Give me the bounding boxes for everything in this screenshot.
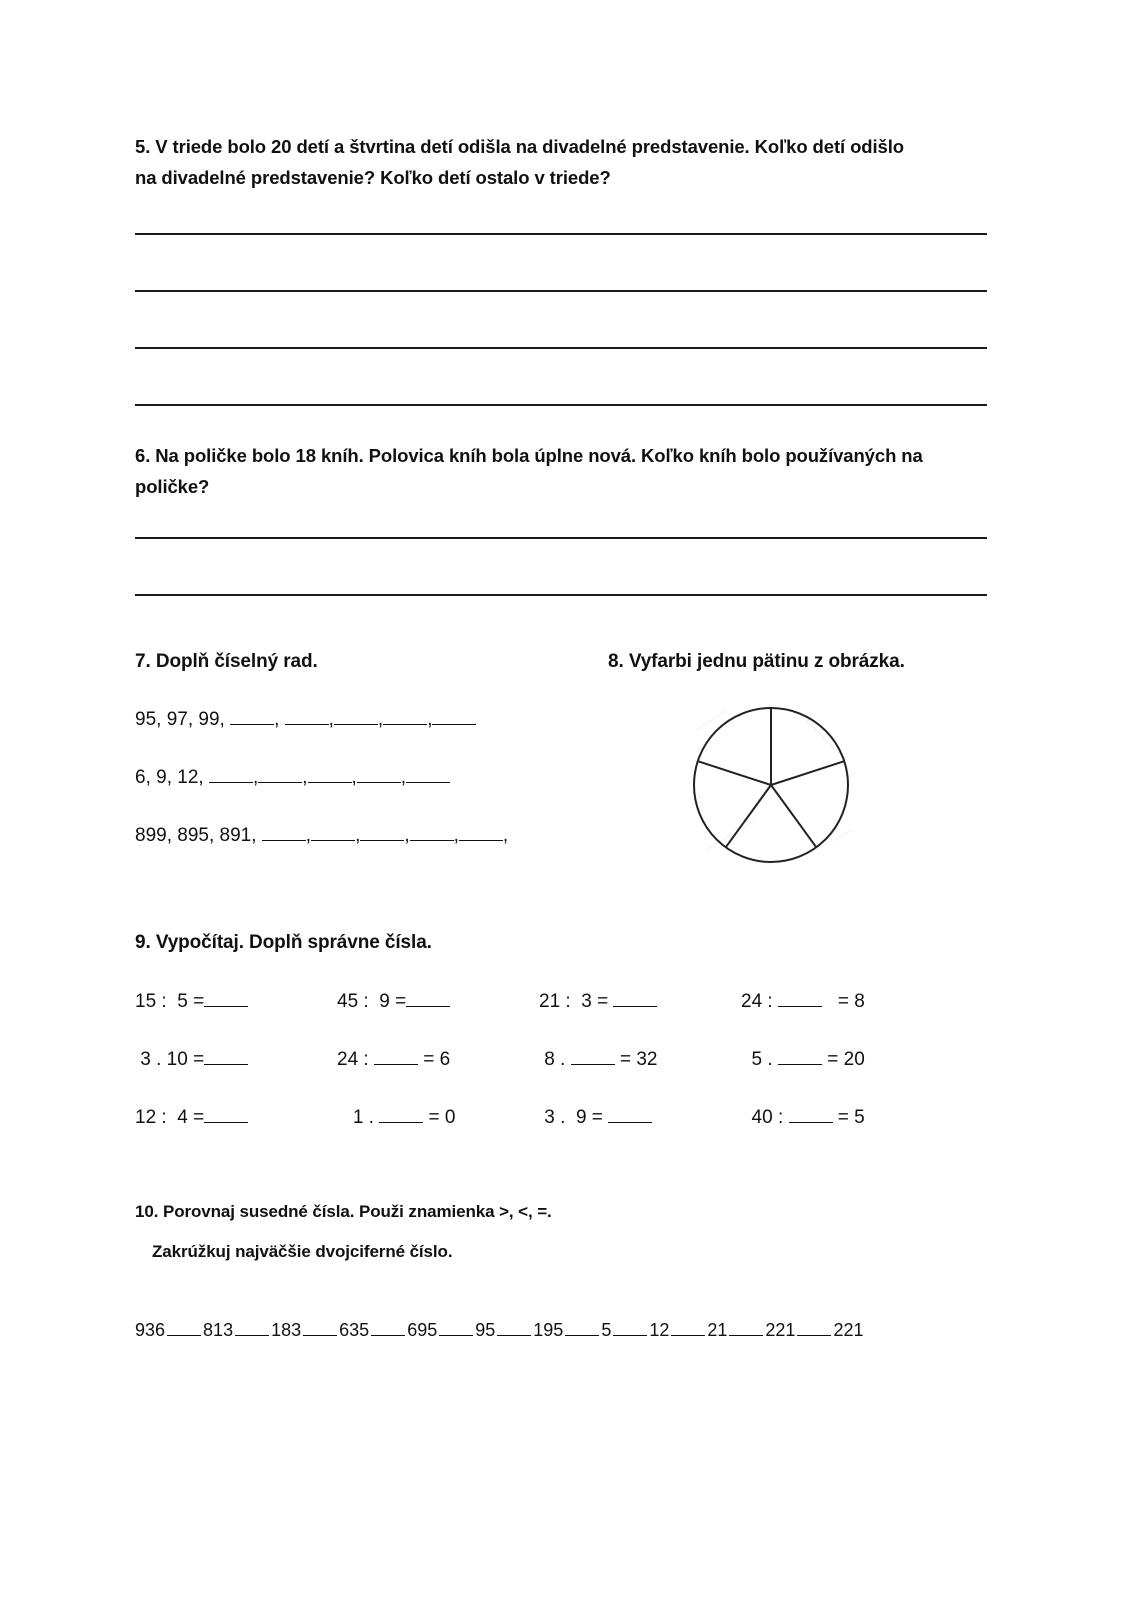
q8-circle-figure xyxy=(686,700,856,870)
q7-blank[interactable] xyxy=(285,706,329,725)
q6-title-line1: 6. Na poličke bolo 18 kníh. Polovica kníh bola úplne nová. Koľko kníh bolo používaných na xyxy=(135,445,923,466)
q10-comparison-blank[interactable] xyxy=(565,1319,599,1336)
q9-equation-right: = 8 xyxy=(821,991,865,1012)
q9-equation xyxy=(135,1104,248,1130)
q10-subtitle: Zakrúžkuj najväčšie dvojciferné číslo. xyxy=(152,1242,453,1261)
q9-answer-blank[interactable] xyxy=(204,1046,248,1065)
q5-title-line1: 5. V triede bolo 20 detí a štvrtina detí odišla na divadelné predstavenie. Koľko detí odišlo xyxy=(135,136,904,157)
q9-answer-blank[interactable] xyxy=(613,988,657,1007)
q10-number[interactable]: 95 xyxy=(475,1320,496,1340)
q9-equation xyxy=(539,988,657,1014)
q9-equation xyxy=(741,1046,865,1072)
q7-blank[interactable] xyxy=(357,764,401,783)
q9-equation-left: 21 : 3 = xyxy=(539,991,614,1012)
q10-comparison-blank[interactable] xyxy=(497,1319,531,1336)
q7-sequence-given: 95, 97, 99, xyxy=(135,709,231,730)
q7-blank[interactable] xyxy=(360,822,404,841)
q9-equation-left: 45 : 9 = xyxy=(337,991,407,1012)
q10-number[interactable]: 21 xyxy=(707,1320,728,1340)
q10-number[interactable]: 221 xyxy=(765,1320,796,1340)
q9-equation-left: 12 : 4 = xyxy=(135,1107,205,1128)
q9-answer-blank[interactable] xyxy=(374,1046,418,1065)
q9-title: 9. Vypočítaj. Doplň správne čísla. xyxy=(135,932,432,953)
q9-answer-blank[interactable] xyxy=(608,1104,652,1123)
q7-sequence-row: 899, 895, 891, , , , , , xyxy=(135,822,508,848)
q9-equation-right: = 6 xyxy=(417,1049,451,1070)
q8-circle-divider xyxy=(771,785,816,847)
q5-answer-line[interactable] xyxy=(135,290,987,292)
q9-equation-right: = 0 xyxy=(423,1107,456,1128)
q10-number[interactable]: 695 xyxy=(407,1320,438,1340)
q9-equation-left: 15 : 5 = xyxy=(135,991,205,1012)
q7-blank[interactable] xyxy=(311,822,355,841)
q9-equation-left: 5 . xyxy=(741,1049,778,1070)
q10-number[interactable]: 183 xyxy=(271,1320,302,1340)
q5-answer-line[interactable] xyxy=(135,347,987,349)
q5-answer-line[interactable] xyxy=(135,404,987,406)
q10-comparison-blank[interactable] xyxy=(303,1319,337,1336)
q8-title: 8. Vyfarbi jednu pätinu z obrázka. xyxy=(608,651,905,672)
q10-comparison-blank[interactable] xyxy=(613,1319,647,1336)
q8-fraction-circle xyxy=(686,700,856,870)
q9-equation-left: 8 . xyxy=(539,1049,571,1070)
q10-comparison-blank[interactable] xyxy=(439,1319,473,1336)
q10-title: 10. Porovnaj susedné čísla. Použi znamienka >, <, =. xyxy=(135,1202,552,1221)
q5-title xyxy=(135,131,995,193)
q7-sequence-given: 899, 895, 891, xyxy=(135,825,262,846)
q7-blank[interactable] xyxy=(459,822,503,841)
q10-comparison-blank[interactable] xyxy=(235,1319,269,1336)
q10-number[interactable]: 195 xyxy=(533,1320,564,1340)
q10-number[interactable]: 12 xyxy=(649,1320,670,1340)
q5-answer-line[interactable] xyxy=(135,233,987,235)
q7-blank[interactable] xyxy=(308,764,352,783)
q6-answer-line[interactable] xyxy=(135,537,987,539)
q6-title-line2: poličke? xyxy=(135,476,210,497)
q7-blank[interactable] xyxy=(406,764,450,783)
q9-equation-right: = 5 xyxy=(832,1107,865,1128)
q9-equation xyxy=(741,988,865,1014)
q9-equation xyxy=(337,1046,450,1072)
q9-answer-blank[interactable] xyxy=(379,1104,423,1123)
q10-comparison-blank[interactable] xyxy=(671,1319,705,1336)
q9-answer-blank[interactable] xyxy=(204,1104,248,1123)
q10-comparison-blank[interactable] xyxy=(729,1319,763,1336)
q9-equation-left: 40 : xyxy=(741,1107,789,1128)
q10-number[interactable]: 221 xyxy=(833,1320,864,1340)
q7-blank[interactable] xyxy=(383,706,427,725)
q8-circle-divider xyxy=(698,761,771,785)
q9-equation-left: 1 . xyxy=(337,1107,380,1128)
q10-number[interactable]: 635 xyxy=(339,1320,370,1340)
q9-equation-left: 3 . 10 = xyxy=(135,1049,205,1070)
q9-answer-blank[interactable] xyxy=(571,1046,615,1065)
q9-answer-blank[interactable] xyxy=(778,988,822,1007)
q9-equation xyxy=(337,988,450,1014)
q9-answer-blank[interactable] xyxy=(406,988,450,1007)
q6-answer-line[interactable] xyxy=(135,594,987,596)
q7-blank[interactable] xyxy=(410,822,454,841)
q7-sequence-row: 95, 97, 99, , , , , xyxy=(135,706,476,732)
q5-title-line2: na divadelné predstavenie? Koľko detí ostalo v triede? xyxy=(135,167,611,188)
q7-sequence-row: 6, 9, 12, , , , , xyxy=(135,764,450,790)
q7-title: 7. Doplň číselný rad. xyxy=(135,651,318,672)
q7-blank[interactable] xyxy=(432,706,476,725)
q7-blank[interactable] xyxy=(258,764,302,783)
q8-circle-divider xyxy=(726,785,771,847)
q7-blank[interactable] xyxy=(230,706,274,725)
q9-equation-left: 3 . 9 = xyxy=(539,1107,609,1128)
q10-comparison-blank[interactable] xyxy=(371,1319,405,1336)
q10-comparison-blank[interactable] xyxy=(797,1319,831,1336)
q9-equation-right: = 20 xyxy=(821,1049,865,1070)
q9-equation-left: 24 : xyxy=(741,991,778,1012)
q10-comparison-blank[interactable] xyxy=(167,1319,201,1336)
q8-circle-divider xyxy=(771,761,844,785)
q10-number[interactable]: 813 xyxy=(203,1320,234,1340)
q6-title xyxy=(135,440,995,502)
q9-equation xyxy=(741,1104,865,1130)
q9-equation xyxy=(539,1104,652,1130)
q7-sequence-given: 6, 9, 12, xyxy=(135,767,209,788)
q9-answer-blank[interactable] xyxy=(789,1104,833,1123)
q10-number[interactable]: 5 xyxy=(601,1320,612,1340)
q7-blank[interactable] xyxy=(209,764,253,783)
watermark-trace xyxy=(696,710,851,850)
q9-answer-blank[interactable] xyxy=(778,1046,822,1065)
q9-answer-blank[interactable] xyxy=(204,988,248,1007)
q9-equation xyxy=(135,988,248,1014)
q7-blank[interactable] xyxy=(262,822,306,841)
q10-number[interactable]: 936 xyxy=(135,1320,166,1340)
q9-equation-left: 24 : xyxy=(337,1049,374,1070)
q9-equation-right: = 32 xyxy=(614,1049,658,1070)
q9-equation xyxy=(135,1046,248,1072)
q9-equation xyxy=(539,1046,657,1072)
q10-number-comparison-row xyxy=(135,1318,863,1342)
q9-equation xyxy=(337,1104,455,1130)
q7-blank[interactable] xyxy=(334,706,378,725)
